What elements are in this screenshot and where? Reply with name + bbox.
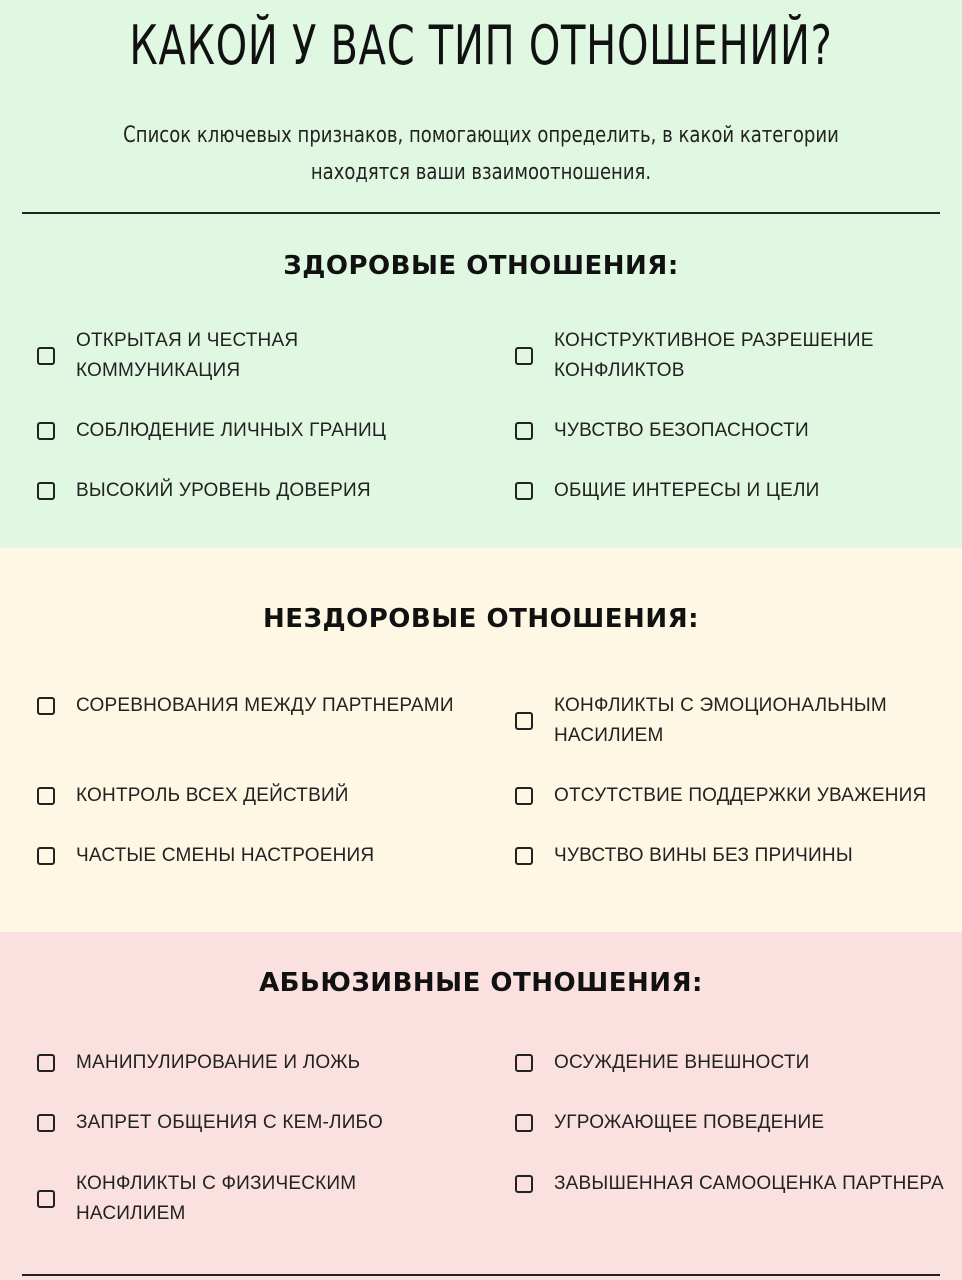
item-label: ОСУЖДЕНИЕ ВНЕШНОСТИ: [554, 1052, 810, 1073]
checklist-item[interactable]: [515, 691, 954, 751]
page-title: КАКОЙ У ВАС ТИП ОТНОШЕНИЙ?: [129, 14, 833, 77]
item-label: МАНИПУЛИРОВАНИЕ И ЛОЖЬ: [76, 1052, 361, 1073]
item-label: ОТКРЫТАЯ И ЧЕСТНАЯ КОММУНИКАЦИЯ: [76, 330, 299, 381]
subtitle-line-1: Список ключевых признаков, помогающих определить, в какой категории: [123, 123, 839, 148]
item-label: СОБЛЮДЕНИЕ ЛИЧНЫХ ГРАНИЦ: [76, 420, 387, 441]
item-label: ЧУВСТВО ВИНЫ БЕЗ ПРИЧИНЫ: [554, 845, 853, 866]
subtitle-line-2: находятся ваши взаимоотношения.: [310, 160, 652, 185]
top-divider: [22, 212, 940, 214]
checklist-item[interactable]: [515, 476, 819, 506]
checkbox[interactable]: [37, 347, 55, 365]
healthy-heading: ЗДОРОВЫЕ ОТНОШЕНИЯ:: [283, 251, 679, 281]
item-label: КОНФЛИКТЫ С ФИЗИЧЕСКИМ НАСИЛИЕМ: [76, 1173, 357, 1224]
checkbox[interactable]: [515, 787, 533, 805]
checkbox[interactable]: [37, 1190, 55, 1208]
item-label: КОНТРОЛЬ ВСЕХ ДЕЙСТВИЙ: [76, 785, 349, 806]
checkbox[interactable]: [515, 712, 533, 730]
checklist-item[interactable]: [37, 326, 456, 386]
unhealthy-heading: НЕЗДОРОВЫЕ ОТНОШЕНИЯ:: [263, 604, 699, 634]
item-label: ОБЩИЕ ИНТЕРЕСЫ И ЦЕЛИ: [554, 480, 820, 501]
checkbox[interactable]: [37, 422, 55, 440]
checkbox[interactable]: [515, 1054, 533, 1072]
checklist-item[interactable]: [515, 841, 853, 871]
checkbox[interactable]: [515, 347, 533, 365]
checkbox[interactable]: [515, 1175, 533, 1193]
checkbox[interactable]: [37, 482, 55, 500]
checkbox[interactable]: [515, 482, 533, 500]
item-label: ЧУВСТВО БЕЗОПАСНОСТИ: [554, 420, 809, 441]
checkbox[interactable]: [37, 1054, 55, 1072]
item-label: ЗАВЫШЕННАЯ САМООЦЕНКА ПАРТНЕРА: [554, 1173, 944, 1194]
checklist-item[interactable]: [37, 781, 349, 811]
checklist-item[interactable]: [515, 326, 954, 386]
checklist-item[interactable]: [515, 1169, 954, 1199]
checklist-item[interactable]: [37, 416, 386, 446]
item-label: УГРОЖАЮЩЕЕ ПОВЕДЕНИЕ: [554, 1112, 825, 1133]
item-label: СОРЕВНОВАНИЯ МЕЖДУ ПАРТНЕРАМИ: [76, 695, 454, 716]
checklist-item[interactable]: [37, 476, 371, 506]
item-label: ЗАПРЕТ ОБЩЕНИЯ С КЕМ-ЛИБО: [76, 1112, 383, 1133]
checklist-item[interactable]: [515, 1048, 810, 1078]
checkbox[interactable]: [515, 1114, 533, 1132]
checklist-item[interactable]: [515, 416, 809, 446]
checklist-item[interactable]: [515, 781, 926, 811]
checkbox[interactable]: [515, 847, 533, 865]
checklist-item[interactable]: [37, 841, 374, 871]
item-label: КОНФЛИКТЫ С ЭМОЦИОНАЛЬНЫМ НАСИЛИЕМ: [554, 695, 887, 746]
item-label: ВЫСОКИЙ УРОВЕНЬ ДОВЕРИЯ: [76, 480, 371, 501]
abusive-heading: АБЬЮЗИВНЫЕ ОТНОШЕНИЯ:: [259, 968, 703, 998]
bottom-divider: [22, 1274, 940, 1276]
checkbox[interactable]: [37, 1114, 55, 1132]
checklist-item[interactable]: [37, 1169, 456, 1229]
checkbox[interactable]: [515, 422, 533, 440]
item-label: КОНСТРУКТИВНОЕ РАЗРЕШЕНИЕ КОНФЛИКТОВ: [554, 330, 874, 381]
checklist-item[interactable]: [37, 1108, 383, 1138]
checklist-item[interactable]: [515, 1108, 824, 1138]
checkbox[interactable]: [37, 847, 55, 865]
checkbox[interactable]: [37, 697, 55, 715]
checkbox[interactable]: [37, 787, 55, 805]
item-label: ОТСУТСТВИЕ ПОДДЕРЖКИ УВАЖЕНИЯ: [554, 785, 927, 806]
item-label: ЧАСТЫЕ СМЕНЫ НАСТРОЕНИЯ: [76, 845, 375, 866]
checklist-item[interactable]: [37, 691, 456, 721]
checklist-item[interactable]: [37, 1048, 360, 1078]
